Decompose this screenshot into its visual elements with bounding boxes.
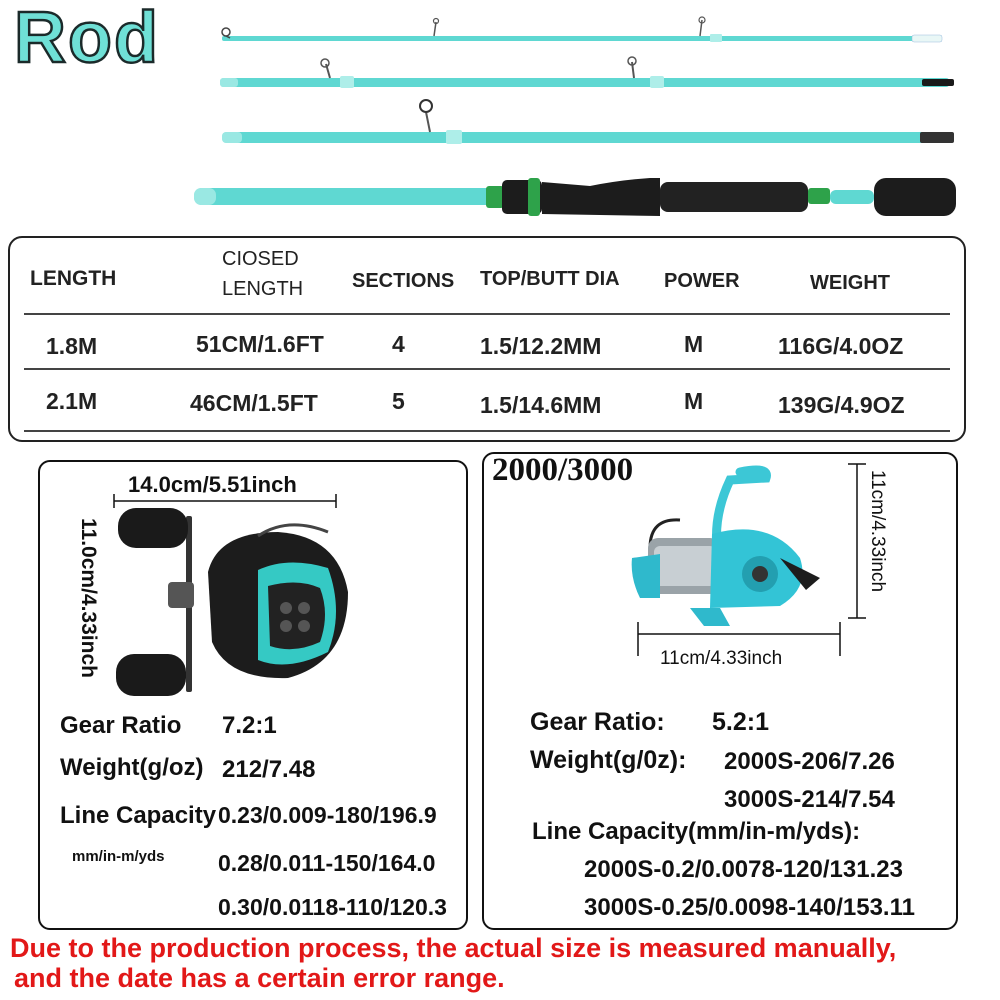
table-divider xyxy=(24,368,950,370)
spinning-line-capacity-label: Line Capacity(mm/in-m/yds): xyxy=(532,818,861,845)
baitcaster-weight-label: Weight(g/oz) xyxy=(60,754,204,781)
baitcaster-gear-ratio-value: 7.2:1 xyxy=(222,712,277,739)
header-power: POWER xyxy=(664,270,740,292)
baitcaster-gear-ratio-label: Gear Ratio xyxy=(60,712,182,739)
spinning-line-capacity-2000s: 2000S-0.2/0.0078-120/131.23 xyxy=(584,856,903,883)
row2-length: 2.1M xyxy=(46,388,98,414)
rod-middle-section-2 xyxy=(222,100,954,144)
header-top-butt-dia: TOP/BUTT DIA xyxy=(480,268,620,290)
baitcaster-weight-value: 212/7.48 xyxy=(222,756,316,783)
row1-length: 1.8M xyxy=(46,333,98,359)
height-dimension-line xyxy=(846,462,868,622)
spinning-gear-ratio-value: 5.2:1 xyxy=(712,708,769,736)
spinning-weight-3000s: 3000S-214/7.54 xyxy=(724,786,895,813)
row1-closed-length: 51CM/1.6FT xyxy=(196,331,324,357)
header-length: LENGTH xyxy=(30,267,117,290)
spinning-height-dimension: 11cm/4.33inch xyxy=(867,469,888,593)
baitcaster-line-capacity-1: 0.23/0.009-180/196.9 xyxy=(218,802,437,828)
rod-tip-section xyxy=(222,17,942,42)
baitcaster-line-capacity-2: 0.28/0.011-150/164.0 xyxy=(218,850,436,876)
baitcaster-height-dimension: 11.0cm/4.33inch xyxy=(77,518,100,678)
spinning-line-capacity-3000s: 3000S-0.25/0.0098-140/153.11 xyxy=(584,894,915,921)
disclaimer-line-1: Due to the production process, the actual size is measured manually, xyxy=(10,933,897,963)
row1-power: M xyxy=(684,331,704,357)
row2-closed-length: 46CM/1.5FT xyxy=(190,390,318,416)
spinning-gear-ratio-label: Gear Ratio: xyxy=(530,708,665,736)
row2-sections: 5 xyxy=(392,388,405,414)
header-weight: WEIGHT xyxy=(810,272,890,294)
table-divider xyxy=(24,313,950,315)
header-closed-length: CIOSED LENGTH xyxy=(222,248,304,300)
baitcaster-line-capacity-unit: mm/in-m/yds xyxy=(72,848,165,865)
spinning-weight-label: Weight(g/0z): xyxy=(530,746,687,774)
baitcaster-reel-image xyxy=(108,502,368,702)
row1-weight: 116G/4.0OZ xyxy=(778,333,904,359)
rod-middle-section-1 xyxy=(220,57,954,88)
baitcaster-width-dimension: 14.0cm/5.51inch xyxy=(128,472,297,497)
row2-power: M xyxy=(684,388,704,414)
row2-dia: 1.5/14.6MM xyxy=(480,392,602,418)
rod-sections-illustration xyxy=(190,10,970,230)
baitcaster-line-capacity-3: 0.30/0.0118-110/120.3 xyxy=(218,894,447,920)
baitcaster-line-capacity-label: Line Capacity xyxy=(60,802,217,829)
rod-butt-section xyxy=(194,178,956,216)
header-sections: SECTIONS xyxy=(352,270,455,292)
rod-title: Rod xyxy=(14,0,160,78)
row1-dia: 1.5/12.2MM xyxy=(480,333,602,359)
row1-sections: 4 xyxy=(392,331,405,357)
spinning-width-dimension: 11cm/4.33inch xyxy=(660,648,783,669)
disclaimer-line-2: and the date has a certain error range. xyxy=(14,963,505,993)
spinning-weight-2000s: 2000S-206/7.26 xyxy=(724,748,895,775)
spinning-model: 2000/3000 xyxy=(492,452,634,488)
table-divider xyxy=(24,430,950,432)
row2-weight: 139G/4.9OZ xyxy=(778,392,905,418)
